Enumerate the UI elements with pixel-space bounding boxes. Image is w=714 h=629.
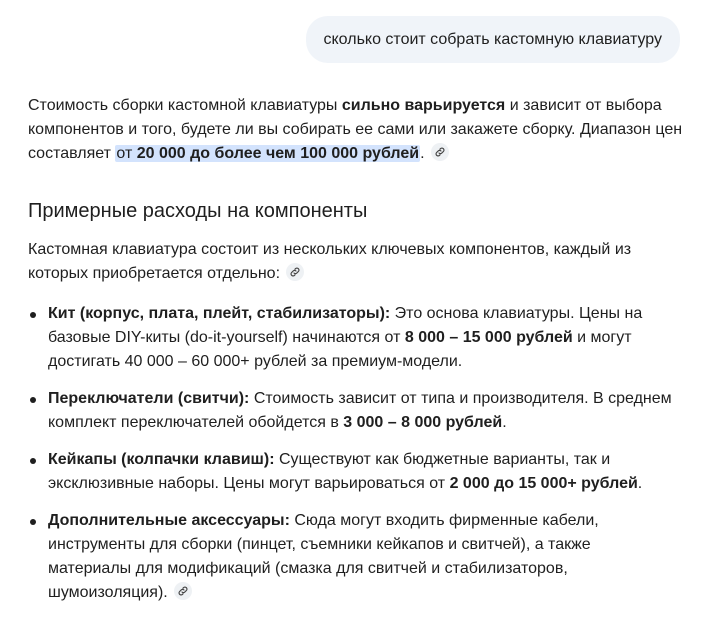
source-link-button[interactable] bbox=[286, 263, 304, 281]
intro-period: . bbox=[420, 145, 425, 162]
intro-text-2: и зависит от выбора компонентов и того, будете ли вы собирать ее сами или закажете сборку. Диапазон цен составляет bbox=[28, 97, 683, 162]
item-price: 8 000 – 15 000 рублей bbox=[404, 329, 573, 346]
item-text: Это основа клавиатуры. Цены на базовые DIY-киты (do-it-yourself) начинаются от bbox=[48, 305, 643, 346]
source-link-button[interactable] bbox=[174, 582, 192, 600]
item-text-2: . bbox=[502, 414, 507, 431]
assistant-answer bbox=[28, 94, 688, 601]
link-icon bbox=[289, 266, 301, 278]
intro-bold: сильно варьируется bbox=[341, 97, 506, 114]
item-text: Стоимость зависит от типа и производителя. В среднем комплект переключателей обойдется в bbox=[48, 390, 672, 431]
user-query-bubble bbox=[306, 16, 681, 63]
item-text-2: и могут достигать 40 000 – 60 000+ рублей за премиум-модели. bbox=[48, 329, 632, 370]
item-text: Существуют как бюджетные варианты, так и эксклюзивные наборы. Цены могут варьироваться от bbox=[48, 451, 611, 492]
link-icon bbox=[434, 146, 446, 158]
item-label: Кит (корпус, плата, плейт, стабилизаторы): bbox=[48, 305, 391, 322]
item-text-2: . bbox=[637, 475, 643, 492]
price-range-highlight bbox=[115, 145, 420, 162]
link-icon bbox=[177, 585, 189, 597]
section-intro-paragraph bbox=[28, 238, 678, 286]
user-query-text: сколько стоит собрать кастомную клавиатуру bbox=[323, 31, 662, 48]
source-link-button[interactable] bbox=[431, 143, 449, 161]
component-list bbox=[28, 302, 678, 618]
item-text: Сюда могут входить фирменные кабели, инструменты для сборки (пинцет, съемники кейкапов и свитчей), а также материалы для модификаций (смазка для свитчей и стабилизаторов, шумоизоляция). bbox=[48, 512, 599, 601]
item-price: 3 000 – 8 000 рублей bbox=[343, 414, 503, 431]
highlight-prefix: от bbox=[116, 145, 137, 162]
section-intro-text: Кастомная клавиатура состоит из нескольких ключевых компонентов, каждый из которых приобретается отдельно: bbox=[28, 241, 632, 282]
bullet-dot bbox=[30, 458, 36, 464]
list-item bbox=[28, 448, 678, 496]
section-heading: Примерные расходы на компоненты bbox=[28, 200, 368, 222]
list-item bbox=[28, 509, 678, 605]
item-label: Кейкапы (колпачки клавиш): bbox=[48, 451, 275, 468]
price-range-bold: 20 000 до более чем 100 000 рублей bbox=[136, 145, 420, 162]
intro-text: Стоимость сборки кастомной клавиатуры bbox=[28, 97, 342, 114]
bullet-dot bbox=[30, 519, 36, 525]
item-price: 2 000 до 15 000+ рублей bbox=[449, 475, 638, 492]
list-item bbox=[28, 387, 678, 435]
item-label: Дополнительные аксессуары: bbox=[48, 512, 290, 529]
bullet-dot bbox=[30, 397, 36, 403]
item-label: Переключатели (свитчи): bbox=[48, 390, 250, 407]
bullet-dot bbox=[30, 312, 36, 318]
intro-paragraph bbox=[28, 94, 688, 166]
list-item bbox=[28, 302, 678, 374]
